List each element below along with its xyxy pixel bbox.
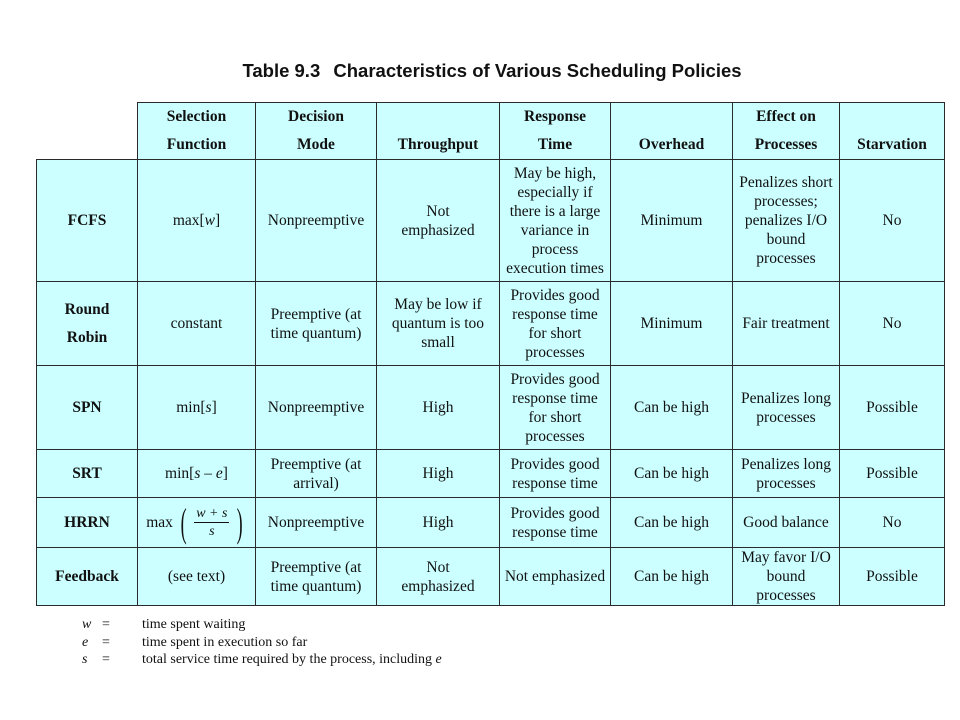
- cell-response-time: Provides good response time: [500, 450, 611, 498]
- row-label-hrrn: HRRN: [37, 498, 138, 548]
- table-row: [37, 282, 945, 366]
- cell-starvation: No: [840, 282, 945, 366]
- cell-selection-function: max ( $\frac{w + s}{s}$ ): [138, 498, 256, 548]
- cell-effect-on-processes: Penalizes long processes: [733, 366, 840, 450]
- col-header-effect-on-processes: Effect on Processes: [733, 103, 840, 160]
- cell-decision-mode: Nonpreemptive: [256, 366, 377, 450]
- cell-selection-function: constant: [138, 282, 256, 366]
- scheduling-policies-table: [36, 102, 945, 606]
- cell-selection-function: min[s]: [138, 366, 256, 450]
- legend-row: w = time spent waiting: [82, 617, 246, 632]
- table-row: [37, 366, 945, 450]
- cell-selection-function: (see text): [138, 548, 256, 606]
- corner-cell: [37, 103, 138, 160]
- row-label-round-robin: Round Robin: [37, 282, 138, 366]
- cell-throughput: High: [377, 498, 500, 548]
- hrrn-ratio-fraction: $\frac{w + s}{s}$: [196, 506, 228, 539]
- cell-response-time: May be high, especially if there is a large variance in process execution times: [500, 160, 611, 282]
- cell-starvation: No: [840, 498, 945, 548]
- col-header-starvation: Starvation: [840, 103, 945, 160]
- legend-row: s = total service time required by the process, including e: [82, 652, 442, 667]
- cell-overhead: Can be high: [611, 498, 733, 548]
- cell-throughput: High: [377, 450, 500, 498]
- cell-selection-function: max[w]: [138, 160, 256, 282]
- cell-overhead: Minimum: [611, 282, 733, 366]
- col-header-decision-mode: Decision Mode: [256, 103, 377, 160]
- cell-decision-mode: Preemptive (at time quantum): [256, 282, 377, 366]
- row-label-srt: SRT: [37, 450, 138, 498]
- cell-effect-on-processes: Fair treatment: [733, 282, 840, 366]
- cell-response-time: Provides good response time for short processes: [500, 282, 611, 366]
- cell-selection-function: min[s – e]: [138, 450, 256, 498]
- cell-overhead: Can be high: [611, 450, 733, 498]
- table-row: [37, 498, 945, 548]
- cell-decision-mode: Nonpreemptive: [256, 498, 377, 548]
- table-number: Table 9.3: [242, 60, 321, 81]
- table-body: [37, 103, 945, 606]
- variable-legend: [82, 616, 442, 669]
- cell-effect-on-processes: Good balance: [733, 498, 840, 548]
- cell-decision-mode: Nonpreemptive: [256, 160, 377, 282]
- header-row: [37, 103, 945, 160]
- cell-response-time: Provides good response time: [500, 498, 611, 548]
- table-caption: Characteristics of Various Scheduling Policies: [333, 60, 742, 81]
- col-header-throughput: Throughput: [377, 103, 500, 160]
- cell-effect-on-processes: May favor I/O bound processes: [733, 548, 840, 606]
- cell-starvation: Possible: [840, 450, 945, 498]
- col-header-response-time: Response Time: [500, 103, 611, 160]
- cell-throughput: May be low if quantum is too small: [377, 282, 500, 366]
- row-label-spn: SPN: [37, 366, 138, 450]
- col-header-selection-function: Selection Function: [138, 103, 256, 160]
- cell-throughput: Not emphasized: [377, 548, 500, 606]
- row-label-feedback: Feedback: [37, 548, 138, 606]
- cell-decision-mode: Preemptive (at arrival): [256, 450, 377, 498]
- cell-throughput: Not emphasized: [377, 160, 500, 282]
- table-title: [0, 60, 960, 82]
- cell-overhead: Minimum: [611, 160, 733, 282]
- cell-starvation: No: [840, 160, 945, 282]
- table-row: [37, 450, 945, 498]
- cell-overhead: Can be high: [611, 548, 733, 606]
- col-header-overhead: Overhead: [611, 103, 733, 160]
- cell-decision-mode: Preemptive (at time quantum): [256, 548, 377, 606]
- table-row: [37, 548, 945, 606]
- cell-throughput: High: [377, 366, 500, 450]
- cell-starvation: Possible: [840, 548, 945, 606]
- cell-overhead: Can be high: [611, 366, 733, 450]
- legend-row: e = time spent in execution so far: [82, 634, 308, 650]
- cell-effect-on-processes: Penalizes short processes; penalizes I/O bound processes: [733, 160, 840, 282]
- cell-starvation: Possible: [840, 366, 945, 450]
- row-label-fcfs: FCFS: [37, 160, 138, 282]
- cell-response-time: Not emphasized: [500, 548, 611, 606]
- table-row: [37, 160, 945, 282]
- cell-response-time: Provides good response time for short processes: [500, 366, 611, 450]
- cell-effect-on-processes: Penalizes long processes: [733, 450, 840, 498]
